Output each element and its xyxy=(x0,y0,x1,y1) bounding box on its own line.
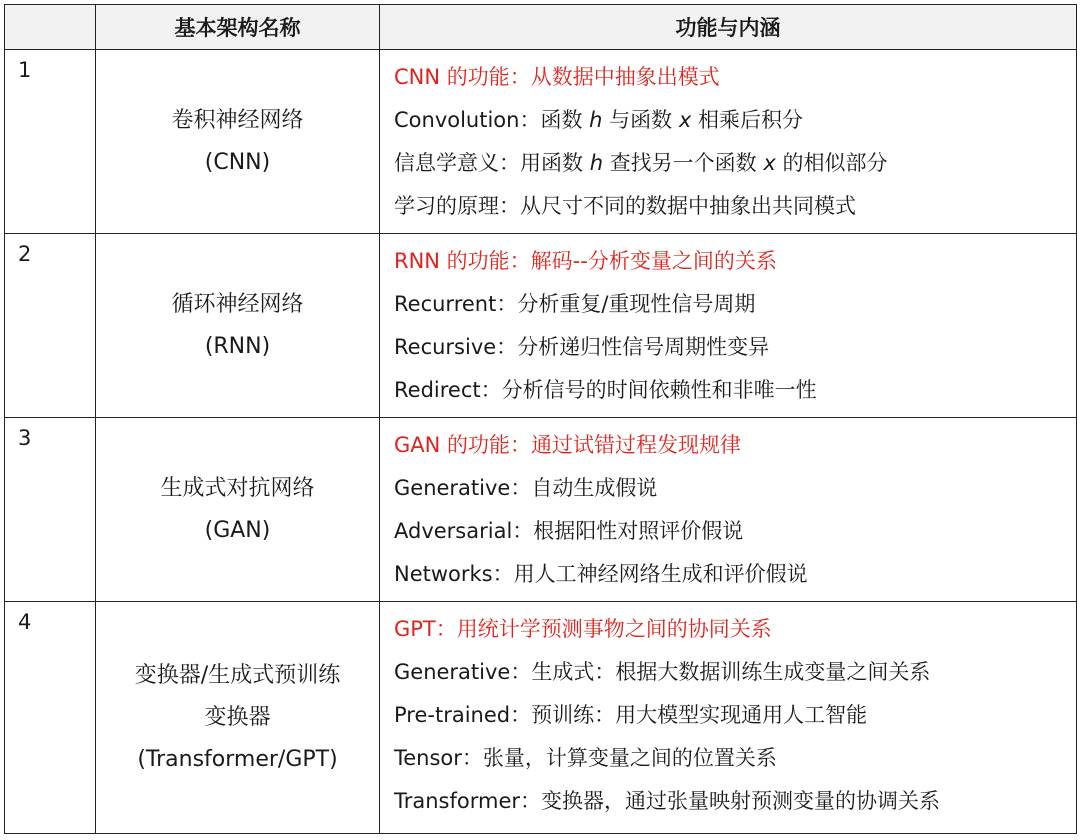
function-summary: GPT：用统计学预测事物之间的协同关系 xyxy=(394,617,772,641)
architecture-name-line: (GAN) xyxy=(204,517,271,543)
header-index xyxy=(5,5,96,50)
architecture-name xyxy=(96,602,380,834)
table-row xyxy=(5,50,1077,234)
function-detail: Networks：用人工神经网络生成和评价假说 xyxy=(394,562,808,586)
architecture-name xyxy=(96,418,380,602)
architecture-name xyxy=(96,50,380,234)
header-architecture-name: 基本架构名称 xyxy=(96,5,380,50)
function-description xyxy=(380,418,1077,602)
function-detail: Tensor：张量，计算变量之间的位置关系 xyxy=(394,746,777,770)
function-summary: RNN 的功能：解码--分析变量之间的关系 xyxy=(394,249,777,273)
function-detail: Redirect：分析信号的时间依赖性和非唯一性 xyxy=(394,378,817,402)
architecture-name-line: (RNN) xyxy=(204,333,271,359)
function-description xyxy=(380,234,1077,418)
table-row xyxy=(5,602,1077,834)
architecture-name xyxy=(96,234,380,418)
header-function: 功能与内涵 xyxy=(380,5,1077,50)
function-detail: Recursive：分析递归性信号周期性变异 xyxy=(394,335,770,359)
architecture-name-line: 卷积神经网络 xyxy=(171,107,304,133)
function-description xyxy=(380,602,1077,834)
architecture-name-line: (CNN) xyxy=(204,149,271,175)
function-summary: GAN 的功能：通过试错过程发现规律 xyxy=(394,433,742,457)
function-detail: Convolution：函数 h 与函数 x 相乘后积分 xyxy=(394,108,803,132)
function-detail: Generative：自动生成假说 xyxy=(394,476,658,500)
function-summary: CNN 的功能：从数据中抽象出模式 xyxy=(394,65,720,89)
function-detail: Transformer：变换器，通过张量映射预测变量的协调关系 xyxy=(394,789,941,813)
function-detail: Adversarial：根据阳性对照评价假说 xyxy=(394,519,744,543)
function-detail: Recurrent：分析重复/重现性信号周期 xyxy=(394,292,756,316)
row-index: 2 xyxy=(5,234,96,418)
architecture-name-line: (Transformer/GPT) xyxy=(137,746,338,772)
row-index: 3 xyxy=(5,418,96,602)
architecture-name-line: 变换器/生成式预训练 xyxy=(134,662,341,688)
row-index: 4 xyxy=(5,602,96,834)
function-detail: 信息学意义：用函数 h 查找另一个函数 x 的相似部分 xyxy=(394,151,888,175)
row-index: 1 xyxy=(5,50,96,234)
function-description xyxy=(380,50,1077,234)
function-detail: Pre-trained：预训练：用大模型实现通用人工智能 xyxy=(394,703,868,727)
table-row xyxy=(5,418,1077,602)
header-row xyxy=(5,5,1077,50)
table-row xyxy=(5,234,1077,418)
architecture-name-line: 循环神经网络 xyxy=(171,291,304,317)
architecture-name-line: 生成式对抗网络 xyxy=(160,475,315,501)
function-detail: Generative：生成式：根据大数据训练生成变量之间关系 xyxy=(394,660,931,684)
architecture-table xyxy=(4,4,1077,834)
architecture-name-line: 变换器 xyxy=(204,704,271,730)
function-detail: 学习的原理：从尺寸不同的数据中抽象出共同模式 xyxy=(394,194,856,218)
